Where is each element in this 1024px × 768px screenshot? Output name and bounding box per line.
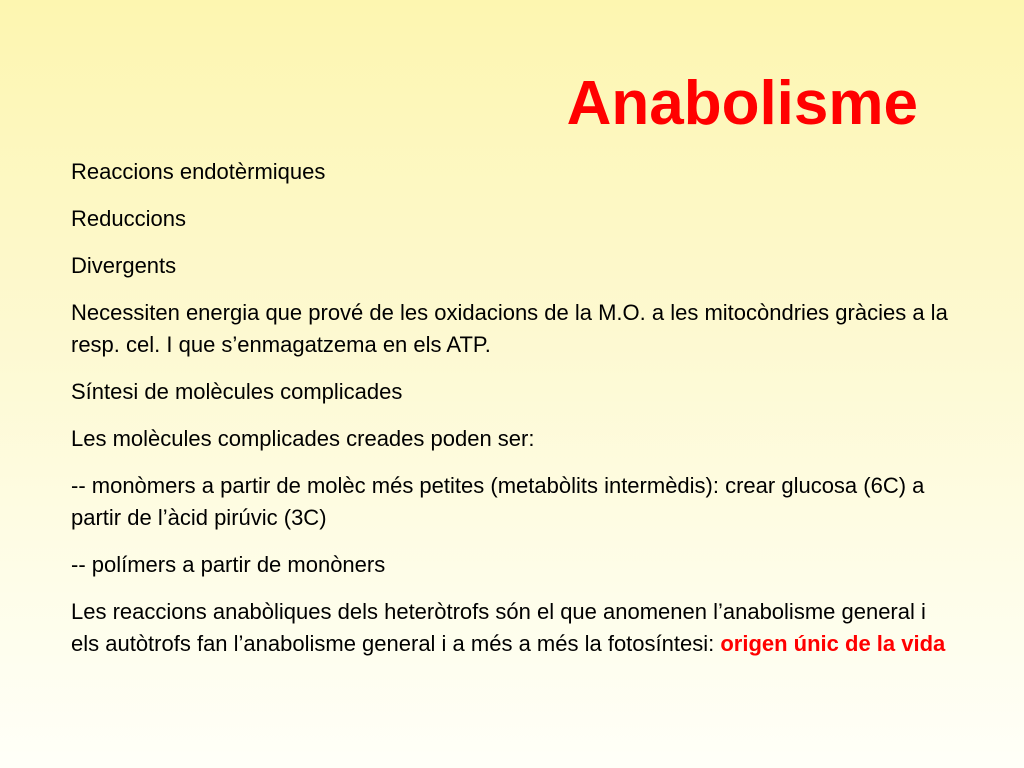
paragraph-synthesis: Síntesi de molècules complicades [71,379,403,404]
paragraph-polymers: -- polímers a partir de monòners [71,552,386,577]
highlight-origin-of-life: origen únic de la vida [720,631,946,656]
paragraph-anabolic-reactions [71,596,951,660]
paragraph-divergent: Divergents [71,253,177,278]
paragraph-monomers: -- monòmers a partir de molèc més petites (metabòlits intermèdis): crear glucosa (6C) a partir de l’àcid pirúvic (3C) [71,473,925,530]
paragraph-energy: Necessiten energia que prové de les oxidacions de la M.O. a les mitocòndries gràcies a la resp. cel. I que s’enmagatzema en els ATP. [71,300,948,357]
slide-body [71,156,951,675]
paragraph-complex-molecules: Les molècules complicades creades poden ser: [71,426,535,451]
paragraph-endothermic: Reaccions endotèrmiques [71,159,326,184]
paragraph-reductions: Reduccions [71,206,186,231]
paragraph-anabolic-reactions-text: Les reaccions anabòliques dels heteròtrofs són el que anomenen l’anabolisme general i els autòtrofs fan l’anabolisme general i a més a més la fotosíntesi: [71,599,926,656]
slide-title: Anabolisme [566,69,918,138]
